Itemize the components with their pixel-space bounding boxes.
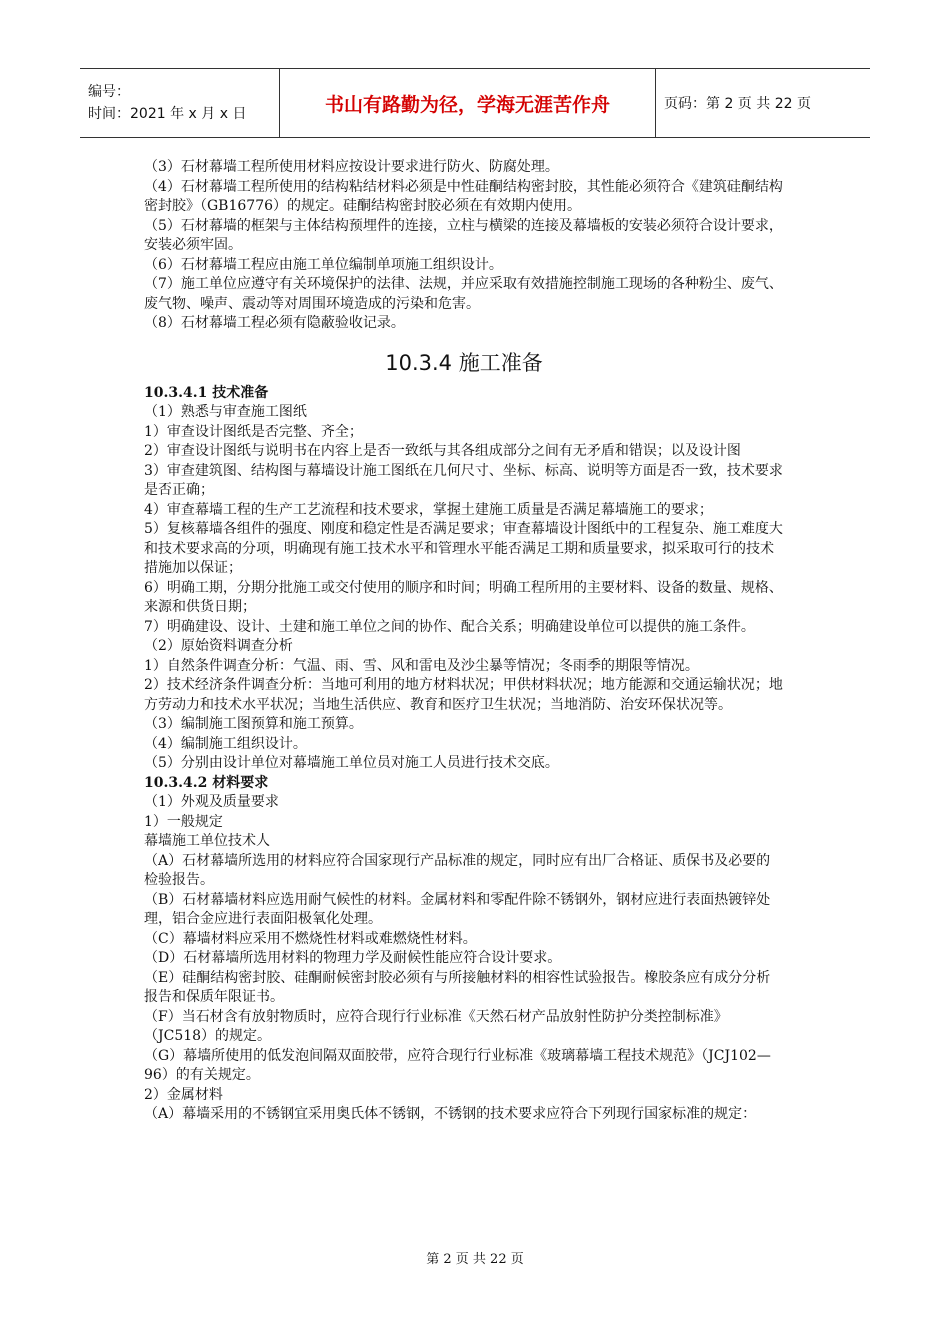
body-paragraph: （8）石材幕墙工程必须有隐蔽验收记录。	[144, 315, 405, 331]
body-paragraph: （6）石材幕墙工程应由施工单位编制单项施工组织设计。	[144, 256, 503, 273]
body-paragraph: 1）审查设计图纸是否完整、齐全；	[144, 423, 363, 440]
subsection-heading: 10.3.4.1 技术准备	[144, 384, 269, 401]
document-number-label: 编号：	[88, 84, 130, 100]
body-paragraph: （7）施工单位应遵守有关环境保护的法律、法规，并应采取有效措施控制施工现场的各种粉尘、废气、废气物、噪声、震动等对周围环境造成的污染和危害。	[144, 276, 783, 312]
body-paragraph: （D）石材幕墙所选用材料的物理力学及耐候性能应符合设计要求。	[144, 950, 562, 966]
body-paragraph: 幕墙施工单位技术人	[144, 833, 270, 849]
body-paragraph: （3）编制施工图预算和施工预算。	[144, 716, 363, 732]
body-paragraph: （2）原始资料调查分析	[144, 638, 293, 654]
header-motto	[280, 69, 656, 137]
body-paragraph: 3）审查建筑图、结构图与幕墙设计施工图纸在几何尺寸、坐标、标高、说明等方面是否一致，技术要求是否正确；	[144, 462, 783, 498]
header-meta	[80, 69, 280, 137]
document-date-label: 时间：2021 年 x 月 x 日	[88, 106, 247, 122]
body-paragraph: （1）外观及质量要求	[144, 794, 279, 810]
body-paragraph: （5）分别由设计单位对幕墙施工单位员对施工人员进行技术交底。	[144, 755, 559, 771]
page-footer: 第 2 页 共 22 页	[426, 1252, 524, 1267]
body-paragraph: （4）编制施工组织设计。	[144, 735, 307, 752]
body-paragraph: 2）金属材料	[144, 1086, 223, 1103]
body-paragraph: （5）石材幕墙的框架与主体结构预埋件的连接，立柱与横梁的连接及幕墙板的安装必须符合设计要求，安装必须牢固。	[144, 217, 783, 253]
body-paragraph: 1）自然条件调查分析：气温、雨、雪、风和雷电及沙尘暴等情况；冬雨季的期限等情况。	[144, 657, 699, 674]
subsection-heading: 10.3.4.2 材料要求	[144, 774, 269, 791]
header-page-info	[656, 69, 870, 137]
body-paragraph: 2）审查设计图纸与说明书在内容上是否一致纸与其各组成部分之间有无矛盾和错误；以及设计图	[144, 443, 741, 459]
body-paragraph: （1）熟悉与审查施工图纸	[144, 404, 307, 420]
body-paragraph: （A）石材幕墙所选用的材料应符合国家现行产品标准的规定，同时应有出厂合格证、质保书及必要的检验报告。	[144, 852, 771, 888]
body-paragraph: 7）明确建设、设计、土建和施工单位之间的协作、配合关系；明确建设单位可以提供的施工条件。	[144, 618, 755, 635]
section-heading: 10.3.4 施工准备	[385, 350, 543, 375]
body-paragraph: 2）技术经济条件调查分析：当地可利用的地方材料状况；甲供材料状况；地方能源和交通运输状况；地方劳动力和技术水平状况；当地生活供应、教育和医疗卫生状况；当地消防、治安环保状况等。	[144, 677, 783, 713]
body-paragraph: 5）复核幕墙各组件的强度、刚度和稳定性是否满足要求；审查幕墙设计图纸中的工程复杂、施工难度大和技术要求高的分项，明确现有施工技术水平和管理水平能否满足工期和质量要求，拟采取可行的技术措施加以保证；	[144, 521, 783, 576]
body-paragraph: 1）一般规定	[144, 813, 223, 830]
body-paragraph: （4）石材幕墙工程所使用的结构粘结材料必须是中性硅酮结构密封胶，其性能必须符合《建筑硅酮结构密封胶》（GB16776）的规定。硅酮结构密封胶必须在有效期内使用。	[144, 178, 783, 214]
body-paragraph: （F）当石材含有放射物质时，应符合现行行业标准《天然石材产品放射性防护分类控制标准》（JC518）的规定。	[144, 1008, 728, 1044]
motto-text: 书山有路勤为径，学海无涯苦作舟	[324, 93, 610, 116]
body-paragraph: （C）幕墙材料应采用不燃烧性材料或难燃烧性材料。	[144, 930, 477, 947]
document-body	[144, 158, 784, 1125]
body-paragraph: （G）幕墙所使用的低发泡间隔双面胶带，应符合现行行业标准《玻璃幕墙工程技术规范》（JCJ102—96）的有关规定。	[144, 1047, 771, 1083]
body-paragraph: （B）石材幕墙材料应选用耐气候性的材料。金属材料和零配件除不锈钢外，钢材应进行表面热镀锌处理，铝合金应进行表面阳极氧化处理。	[144, 891, 771, 927]
page-header	[80, 68, 870, 138]
body-paragraph: （3）石材幕墙工程所使用材料应按设计要求进行防火、防腐处理。	[144, 159, 559, 175]
body-paragraph: （E）硅酮结构密封胶、硅酮耐候密封胶必须有与所接触材料的相容性试验报告。橡胶条应有成分分析报告和保质年限证书。	[144, 969, 771, 1005]
body-paragraph: 4）审查幕墙工程的生产工艺流程和技术要求，掌握土建施工质量是否满足幕墙施工的要求；	[144, 501, 713, 518]
body-paragraph: （A）幕墙采用的不锈钢宜采用奥氏体不锈钢，不锈钢的技术要求应符合下列现行国家标准的规定：	[144, 1106, 757, 1122]
header-page-number: 页码：第 2 页 共 22 页	[664, 96, 811, 112]
body-paragraph: 6）明确工期，分期分批施工或交付使用的顺序和时间；明确工程所用的主要材料、设备的数量、规格、来源和供货日期；	[144, 579, 783, 615]
